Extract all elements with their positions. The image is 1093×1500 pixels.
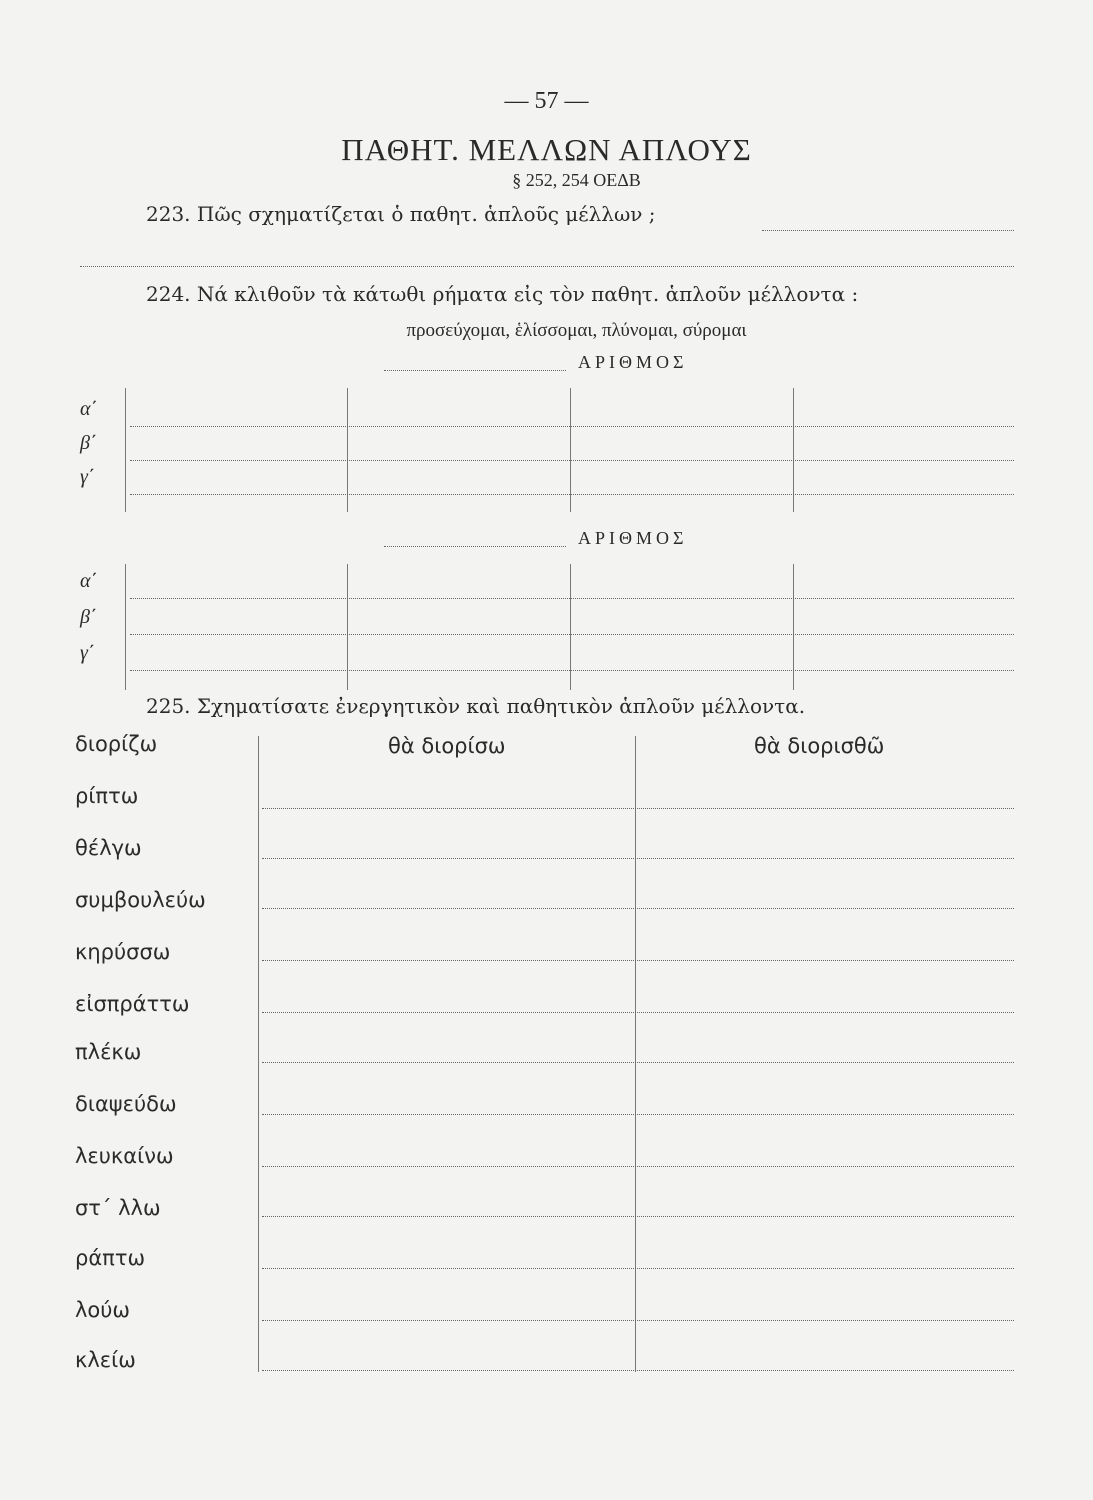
verb-label-3: θέλγω	[75, 836, 142, 860]
table3-divider-1	[258, 736, 259, 1372]
number-blank-1[interactable]	[384, 370, 566, 371]
exercise-223-question: 223. Πῶς σχηματίζεται ὁ παθητ. ἁπλοῦς μέλλων ;	[146, 202, 656, 226]
verb-answer-line-6[interactable]	[262, 1012, 1014, 1013]
person-label-5: β΄	[80, 606, 97, 628]
table3-divider-2	[635, 736, 636, 1372]
table2-answer-row-1[interactable]	[130, 598, 1014, 599]
table1-divider-1	[125, 388, 126, 512]
answer-line-223-a[interactable]	[762, 230, 1014, 231]
verb-label-6: εἰσπράττω	[75, 992, 190, 1016]
verb-answer-line-13[interactable]	[262, 1370, 1014, 1371]
exercise-224-verbs: προσεύχομαι, ἑλίσσομαι, πλύνομαι, σύρομαι	[406, 320, 747, 341]
verb-label-11: ράπτω	[75, 1246, 146, 1270]
table2-divider-4	[793, 564, 794, 690]
verb-label-12: λούω	[75, 1298, 131, 1322]
exercise-224-instruction: 224. Νά κλιθοῦν τὰ κάτωθι ρήματα εἰς τὸν παθητ. ἁπλοῦν μέλλοντα :	[146, 282, 859, 306]
answer-line-223-b[interactable]	[80, 266, 1014, 267]
person-label-1: α΄	[80, 398, 98, 420]
verb-answer-line-3[interactable]	[262, 858, 1014, 859]
number-label-2: ΑΡΙΘΜΟΣ	[578, 528, 688, 548]
table2-divider-3	[570, 564, 571, 690]
verb-label-4: συμβουλεύω	[75, 888, 206, 912]
table1-answer-row-3[interactable]	[130, 494, 1014, 495]
person-label-2: β΄	[80, 432, 97, 454]
grammar-reference: § 252, 254 ΟΕΔΒ	[512, 170, 641, 190]
verb-label-10: στ΄ λλω	[75, 1196, 161, 1220]
verb-label-7: πλέκω	[75, 1040, 142, 1064]
verb-answer-line-4[interactable]	[262, 908, 1014, 909]
table2-answer-row-3[interactable]	[130, 670, 1014, 671]
person-label-4: α΄	[80, 570, 98, 592]
number-label-1: ΑΡΙΘΜΟΣ	[578, 352, 688, 372]
verb-label-1: διορίζω	[75, 732, 158, 756]
verb-label-5: κηρύσσω	[75, 940, 171, 964]
verb-label-2: ρίπτω	[75, 784, 139, 808]
table2-divider-1	[125, 564, 126, 690]
verb-answer-line-9[interactable]	[262, 1166, 1014, 1167]
example-passive-future: θὰ διορισθῶ	[754, 734, 885, 758]
example-active-future: θὰ διορίσω	[388, 734, 506, 758]
verb-answer-line-12[interactable]	[262, 1320, 1014, 1321]
verb-answer-line-10[interactable]	[262, 1216, 1014, 1217]
table1-answer-row-1[interactable]	[130, 426, 1014, 427]
table2-answer-row-2[interactable]	[130, 634, 1014, 635]
verb-label-9: λευκαίνω	[75, 1144, 174, 1168]
page-number: — 57 —	[504, 88, 589, 114]
person-label-6: γ΄	[80, 642, 95, 664]
table2-divider-2	[347, 564, 348, 690]
number-blank-2[interactable]	[384, 546, 566, 547]
verb-label-8: διαψεύδω	[75, 1092, 177, 1116]
verb-label-13: κλείω	[75, 1348, 136, 1372]
verb-answer-line-2[interactable]	[262, 808, 1014, 809]
page-title: ΠΑΘΗΤ. ΜΕΛΛΩΝ ΑΠΛΟΥΣ	[341, 132, 752, 167]
table1-answer-row-2[interactable]	[130, 460, 1014, 461]
verb-answer-line-5[interactable]	[262, 960, 1014, 961]
verb-answer-line-7[interactable]	[262, 1062, 1014, 1063]
person-label-3: γ΄	[80, 466, 95, 488]
verb-answer-line-8[interactable]	[262, 1114, 1014, 1115]
verb-answer-line-11[interactable]	[262, 1268, 1014, 1269]
exercise-225-instruction: 225. Σχηματίσατε ἐνεργητικὸν καὶ παθητικὸν ἁπλοῦν μέλλοντα.	[146, 694, 806, 718]
